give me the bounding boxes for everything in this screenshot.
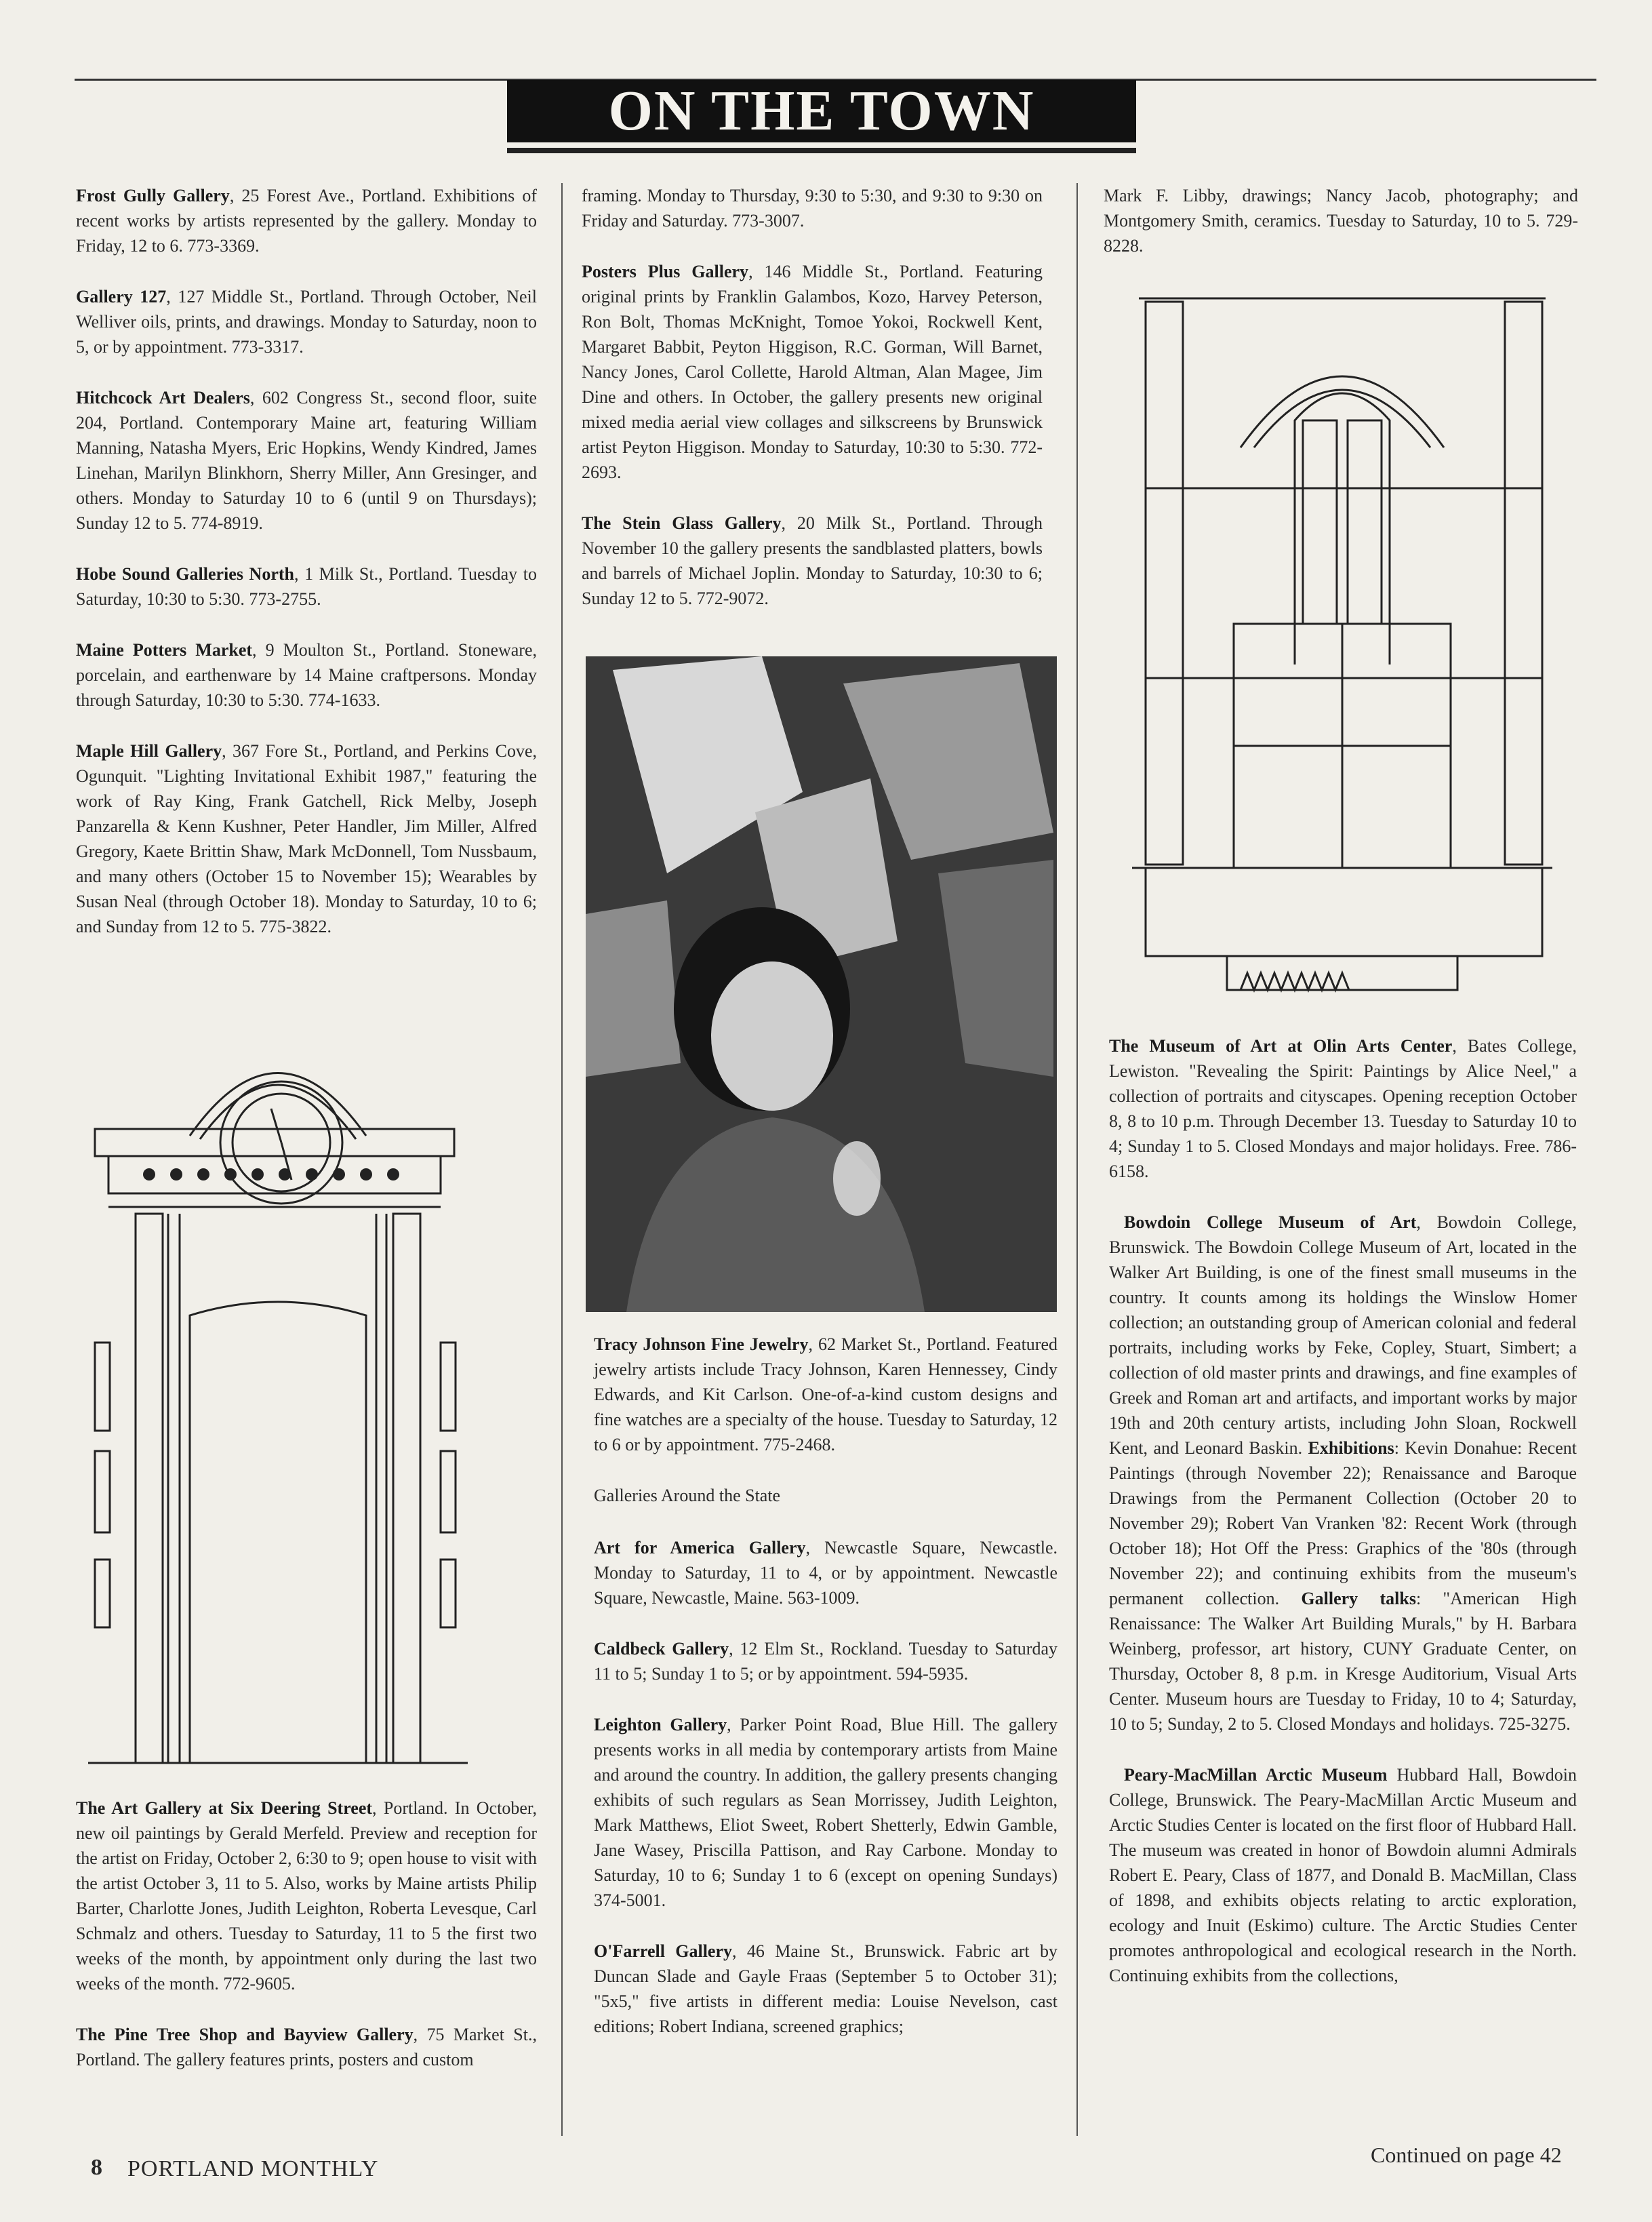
listing-ofarrell-continued: Mark F. Libby, drawings; Nancy Jacob, photography; and Montgomery Smith, ceramics. Tuesday to Saturday, 10 to 5. 729-8228. <box>1104 186 1578 256</box>
column-divider-2 <box>1076 183 1078 2136</box>
woman-with-glass-photo <box>586 656 1057 1312</box>
listing-art-for-america: Art for America Gallery, Newcastle Square, Newcastle. Monday to Saturday, 11 to 4, or by appointment. Newcastle Square, Newcastle, Maine. 563-1009. <box>594 1538 1057 1608</box>
column-2 <box>582 183 1043 637</box>
column-2-lower <box>594 1332 1057 2065</box>
section-heading-state: Galleries Around the State <box>594 1486 781 1505</box>
listing-pine-tree-shop: The Pine Tree Shop and Bayview Gallery, 75 Market St., Portland. The gallery features prints, posters and custom <box>76 2025 537 2069</box>
listing-hitchcock: Hitchcock Art Dealers, 602 Congress St., second floor, suite 204, Portland. Contemporary Maine art, featuring William Manning, Natasha Myers, Eric Hopkins, Wendy Kindred, James Linehan, Marilyn Blinkhorn, Sherry Miller, Ann Gresinger, and others. Monday to Saturday 10 to 6 (until 9 on Thursdays); Sunday 12 to 5. 774-8919. <box>76 388 537 533</box>
listing-frost-gully: Frost Gully Gallery, 25 Forest Ave., Portland. Exhibitions of recent works by artists represented by the gallery. Monday to Friday, 12 to 6. 773-3369. <box>76 186 537 256</box>
building-facade-illustration <box>1125 285 1559 1004</box>
listing-peary-macmillan: Peary-MacMillan Arctic Museum Hubbard Hall, Bowdoin College, Brunswick. The Peary-MacMillan Arctic Museum and Arctic Studies Center is located on the first floor of Hubbard Hall. The museum was created in honor of Bowdoin alumni Admirals Robert E. Peary, Class of 1877, and Donald B. MacMillan, Class of 1898, and exhibits objects relating to arctic exploration, ecology and Inuit (Eskimo) culture. The Arctic Studies Center promotes anthropological and ecological research in the North. Continuing exhibits from the collections, <box>1109 1765 1577 1985</box>
page-number: 8 <box>91 2155 102 2180</box>
listing-stein-glass: The Stein Glass Gallery, 20 Milk St., Portland. Through November 10 the gallery presents the sandblasted platters, bowls and barrels of Michael Joplin. Monday to Saturday, 10:30 to 6; Sunday 12 to 5. 772-9072. <box>582 513 1043 608</box>
photo-content <box>586 656 1057 1312</box>
column-divider-1 <box>561 183 563 2136</box>
listing-bowdoin-museum: Bowdoin College Museum of Art, Bowdoin College, Brunswick. The Bowdoin College Museum of Art, located in the Walker Art Building, is one of the finest small museums in the country. It counts among its holdings the Winslow Homer collection; an outstanding group of American colonial and federal portraits, including works by Feke, Copley, Stuart, Simbert; a collection of old master prints and drawings, and fine examples of Greek and Roman art and artifacts, and important works by major 19th and 20th century artists, including John Sloan, Rockwell Kent, and Leonard Baskin. Exhibitions: Kevin Donahue: Recent Paintings (through November 22); Renaissance and Baroque Drawings from the Permanent Collection (October 20 to November 29); Robert Van Vranken '82: Recent Work (through October 18); Hot Off the Press: Graphics of the '80s (through November 22); and continuing exhibits from the museum's permanent collection. Gallery talks: "American High Renaissance: The Walker Art Building Murals," by H. Barbara Weinberg, professor, art history, CUNY Graduate Center, on Thursday, October 8, 8 p.m. in Kresge Auditorium, Visual Arts Center. Museum hours are Tuesday to Friday, 10 to 4; Saturday, 10 to 5; Sunday, 2 to 5. Closed Mondays and holidays. 725-3275. <box>1109 1212 1577 1734</box>
listing-maple-hill: Maple Hill Gallery, 367 Fore St., Portland, and Perkins Cove, Ogunquit. "Lighting Invitational Exhibit 1987," featuring the work of Ray King, Frank Gatchell, Rick Melby, Joseph Panzarella & Kenn Kushner, Peter Handler, Jim Miller, Alfred Gregory, Kaete Brittin Shaw, Mark McDonnell, Tom Nussbaum, and many others (October 15 to November 15); Wearables by Susan Neal (through October 18). Monday to Saturday, 10 to 6; and Sunday from 12 to 5. 775-3822. <box>76 741 537 936</box>
column-1-lower <box>76 1796 537 2098</box>
listing-tracy-johnson: Tracy Johnson Fine Jewelry, 62 Market St., Portland. Featured jewelry artists include Tracy Johnson, Karen Hennessey, Cindy Edwards, and Kit Carlson. One-of-a-kind custom designs and fine watches are a specialty of the house. Tuesday to Saturday, 12 to 6 or by appointment. 775-2468. <box>594 1334 1057 1454</box>
listing-gallery-127: Gallery 127, 127 Middle St., Portland. Through October, Neil Welliver oils, prints, and drawings. Monday to Saturday, noon to 5, or by appointment. 773-3317. <box>76 287 537 357</box>
listing-hobe-sound: Hobe Sound Galleries North, 1 Milk St., Portland. Tuesday to Saturday, 10:30 to 5:30. 773-2755. <box>76 564 537 609</box>
listing-caldbeck: Caldbeck Gallery, 12 Elm St., Rockland. Tuesday to Saturday 11 to 5; Sunday 1 to 5; or by appointment. 594-5935. <box>594 1639 1057 1684</box>
continued-note: Continued on page 42 <box>1371 2143 1562 2167</box>
listing-pine-tree-continued: framing. Monday to Thursday, 9:30 to 5:30, and 9:30 to 9:30 on Friday and Saturday. 773-3007. <box>582 186 1043 231</box>
section-banner: ON THE TOWN <box>507 80 1136 142</box>
listing-maine-potters: Maine Potters Market, 9 Moulton St., Portland. Stoneware, porcelain, and earthenware by 14 Maine craftpersons. Monday through Saturday, 10:30 to 5:30. 774-1633. <box>76 640 537 710</box>
clock-doorway-illustration <box>88 1017 468 1780</box>
listing-posters-plus: Posters Plus Gallery, 146 Middle St., Portland. Featuring original prints by Franklin Galambos, Kozo, Harvey Peterson, Ron Bolt, Thomas McKnight, Tomoe Yokoi, Rockwell Kent, Margaret Babbit, Peyton Higgison, R.C. Gorman, Will Barnet, Nancy Jones, Carol Collette, Harold Altman, Alan Magee, Jim Dine and others. In October, the gallery presents new original mixed media aerial view collages and silkscreens by Brunswick artist Peyton Higgison. Monday to Saturday, 10:30 to 5:30. 772-2693. <box>582 262 1043 482</box>
listing-leighton: Leighton Gallery, Parker Point Road, Blue Hill. The gallery presents works in all media by contemporary artists from Maine and around the country. In addition, the gallery presents changing exhibits of such regulars as Sean Morrissey, Judith Leighton, Mark Matthews, Eliot Sweet, Robert Shetterly, Edwin Gamble, Jane Wasey, Priscilla Pattison, and Ray Carbone. Monday to Saturday, 10 to 6; Sunday 1 to 6 (except on opening Sundays) 374-5001. <box>594 1715 1057 1910</box>
column-1 <box>76 183 537 965</box>
listing-olin-arts: The Museum of Art at Olin Arts Center, Bates College, Lewiston. "Revealing the Spirit: Paintings by Alice Neel," a collection of portraits and cityscapes. Opening reception October 8, 8 to 10 p.m. Through December 13. Tuesday to Saturday 10 to 4; Sunday 1 to 5. Closed Mondays and major holidays. Free. 786-6158. <box>1109 1036 1577 1181</box>
magazine-name: PORTLAND MONTHLY <box>127 2156 379 2181</box>
column-3 <box>1104 183 1578 284</box>
column-3-middle <box>1109 1033 1577 2014</box>
listing-ofarrell: O'Farrell Gallery, 46 Maine St., Brunswick. Fabric art by Duncan Slade and Gayle Fraas (September 5 to October 31); "5x5," five artists in different media: Louise Nevelson, cast editions; Robert Indiana, screened graphics; <box>594 1941 1057 2036</box>
listing-six-deering: The Art Gallery at Six Deering Street, Portland. In October, new oil paintings by Gerald Merfeld. Preview and reception for the artist on Friday, October 2, 6:30 to 9; open house to visit with the artist October 3, 11 to 5. Also, works by Maine artists Philip Barter, Charlotte Jones, Judith Leighton, Roberta Levesque, Carl Schmalz and others. Tuesday to Saturday, 11 to 5 the first two weeks of the month, by appointment only during the last two weeks of the month. 772-9605. <box>76 1798 537 1993</box>
banner-underline <box>507 148 1136 153</box>
